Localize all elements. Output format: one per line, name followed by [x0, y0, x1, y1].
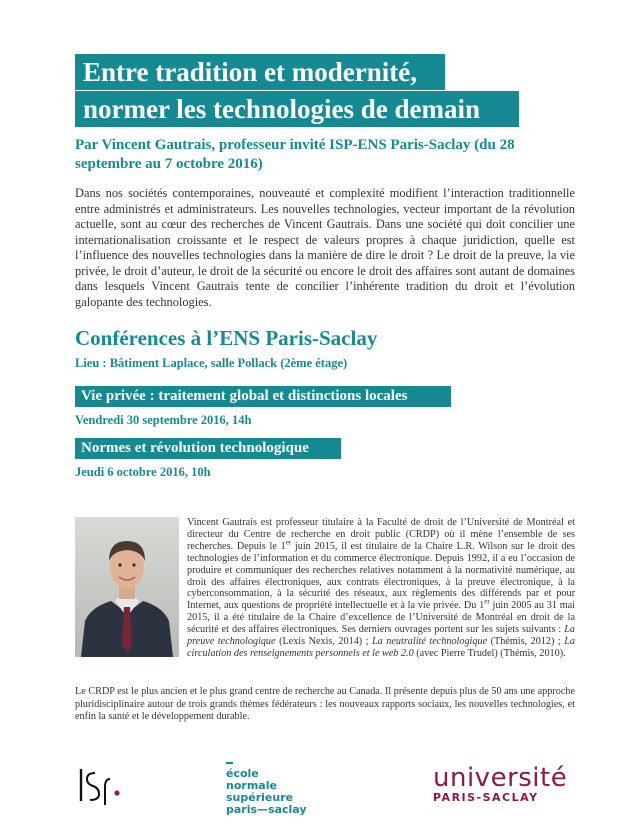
conferences-heading: Conférences à l’ENS Paris-Saclay: [75, 326, 378, 350]
session-title-2: Normes et révolution technologique: [75, 438, 341, 459]
session-date-1: Vendredi 30 septembre 2016, 14h: [75, 413, 252, 427]
ups-logo-word: université: [433, 763, 568, 793]
intro-paragraph: Dans nos sociétés contemporaines, nouveauté et complexité modifient l’interaction traditionnelle entre administrés et administrateurs. Les nouvelles technologies, vecteur important de la révolution actuelle, sont au cœur des recherches de Vincent Gautrais. Dans une société qui doit concilier une internationalisation croissante et le respect de valeurs propres à chaque juridiction, quelle est l’influence des nouvelles technologies dans la manière de dire le droit ? Le droit de la preuve, la vie privée, le droit d’auteur, le droit de la sécurité ou encore le droit des affaires sont autant de domaines dans lesquels Vincent Gautrais tente de concilier l’inhérente tradition du droit et l’évolution galopante des technologies.: [75, 186, 575, 309]
portrait-photo: [75, 517, 179, 657]
portrait-illustration: [75, 517, 179, 657]
ens-paris-saclay-logo: école normale supérieure paris—saclay: [226, 762, 307, 816]
byline: Par Vincent Gautrais, professeur invité ISP-ENS Paris-Saclay (du 28 septembre au 7 octobre 2016): [75, 137, 515, 172]
isp-logo: [75, 765, 135, 805]
universite-paris-saclay-logo: [433, 764, 573, 804]
biography-paragraph: Vincent Gautrais est professeur titulaire à la Faculté de droit de l’Université de Montréal et directeur du Centre de recherche en droit public (CRDP) où il mène l’ensemble de ses recherches. Depuis le 1er juin 2015, il est titulaire de la Chaire L.R. Wilson sur le droit des technologies de l’information et du commerce électronique. Depuis 1992, il a eu l’occasion de produire et communiquer des recherches relatives notamment à la normativité numérique, au droit des affaires électroniques, aux contrats électroniques, à la preuve électronique, à la cyberconsommation, à la sécurité des réseaux, aux règlements des différends par et pour Internet, aux questions de propriété intellectuelle et à la vie privée. Du 1er juin 2005 au 31 mai 2015, il a été titulaire de la Chaire d’excellence de l’Université de Montréal en droit de la sécurité et des affaires électroniques. Ses derniers ouvrages portent sur les sujets suivants : La preuve technologique (Lexis Nexis, 2014) ; La neutralité technologique (Thémis, 2012) ; La circulation des renseignements personnels et le web 2.0 (avec Pierre Trudel) (Thémis, 2010).: [187, 517, 575, 659]
session-title-1: Vie privée : traitement global et distinctions locales: [75, 386, 451, 407]
ens-logo-bar: [226, 762, 233, 764]
conference-location: Lieu : Bâtiment Laplace, salle Pollack (2ème étage): [75, 356, 348, 370]
ups-logo-sub: PARIS-SACLAY: [433, 791, 539, 804]
session-date-2: Jeudi 6 octobre 2016, 10h: [75, 465, 211, 479]
crdp-paragraph: Le CRDP est le plus ancien et le plus grand centre de recherche au Canada. Il présente depuis plus de 50 ans une approche pluridisciplinaire autour de trois grands thèmes fédérateurs : les nouveaux rapports sociaux, les nouvelles technologies, et enfin la santé et le développement durable.: [75, 686, 575, 722]
title-line-2: normer les technologies de demain: [75, 91, 519, 127]
title-line-1: Entre tradition et modernité,: [75, 54, 445, 90]
